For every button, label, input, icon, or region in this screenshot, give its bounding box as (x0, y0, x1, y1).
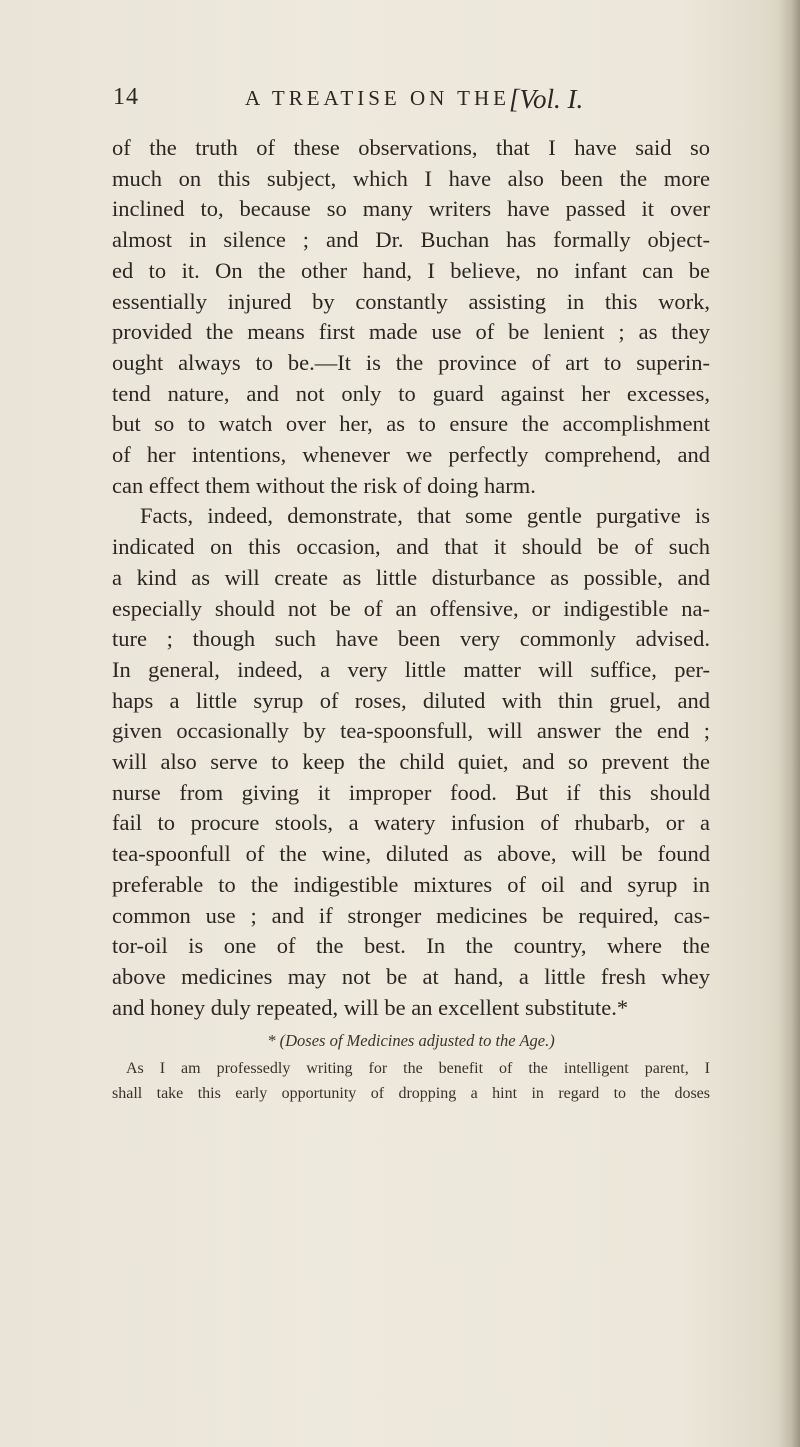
page-edge-shadow (778, 0, 800, 1447)
text-line: can effect them without the risk of doing harm. (112, 472, 536, 498)
text-line: of her intentions, whenever we perfectly comprehend, and (112, 442, 710, 468)
text-line: ought always to be.—It is the province of art to superin- (112, 349, 710, 375)
text-line: above medicines may not be at hand, a little fresh whey (112, 963, 710, 989)
text-line: preferable to the indigestible mixtures of oil and syrup in (112, 871, 710, 897)
text-line: provided the means first made use of be lenient ; as they (112, 319, 710, 345)
running-head (113, 84, 713, 116)
text-line: and honey duly repeated, will be an excellent substitute.* (112, 994, 629, 1020)
volume-label (509, 84, 583, 115)
running-title: A TREATISE ON THE (245, 86, 510, 110)
text-line: but so to watch over her, as to ensure the accomplishment (112, 411, 710, 437)
footnote-line: As I am professedly writing for the benefit of the intelligent parent, I (126, 1060, 710, 1077)
text-line: given occasionally by tea-spoonsfull, will answer the end ; (112, 718, 710, 744)
text-line: In general, indeed, a very little matter will suffice, per- (112, 656, 710, 682)
page-number: 14 (113, 84, 139, 110)
body-text (112, 133, 710, 1023)
text-line: essentially injured by constantly assisting in this work, (112, 288, 710, 314)
footnote-line: shall take this early opportunity of dropping a hint in regard to the doses (112, 1085, 710, 1102)
text-line: much on this subject, which I have also been the more (112, 165, 710, 191)
text-line: a kind as will create as little disturbance as possible, and (112, 564, 710, 590)
text-line: nurse from giving it improper food. But if this should (112, 779, 710, 805)
text-line: inclined to, because so many writers have passed it over (112, 196, 710, 222)
text-line: tend nature, and not only to guard against her excesses, (112, 380, 710, 406)
text-line: ture ; though such have been very commonly advised. (112, 626, 710, 652)
footnote (112, 1028, 710, 1106)
volume-text: [Vol. I. (509, 84, 584, 114)
text-line: fail to procure stools, a watery infusion of rhubarb, or a (112, 810, 710, 836)
text-line: of the truth of these observations, that I have said so (112, 135, 710, 160)
text-line: common use ; and if stronger medicines be required, cas- (112, 902, 710, 928)
text-line: Facts, indeed, demonstrate, that some gentle purgative is (140, 503, 710, 529)
footnote-heading: * (Doses of Medicines adjusted to the Age.) (267, 1031, 555, 1050)
text-line: haps a little syrup of roses, diluted with thin gruel, and (112, 687, 710, 713)
text-line: indicated on this occasion, and that it should be of such (112, 534, 710, 560)
text-line: will also serve to keep the child quiet, and so prevent the (112, 749, 710, 775)
text-line: tor-oil is one of the best. In the country, where the (112, 933, 710, 959)
text-line: tea-spoonfull of the wine, diluted as above, will be found (112, 841, 710, 867)
text-line: especially should not be of an offensive, or indigestible na- (112, 595, 710, 621)
text-line: almost in silence ; and Dr. Buchan has formally object- (112, 227, 710, 253)
text-line: ed to it. On the other hand, I believe, no infant can be (112, 257, 710, 283)
